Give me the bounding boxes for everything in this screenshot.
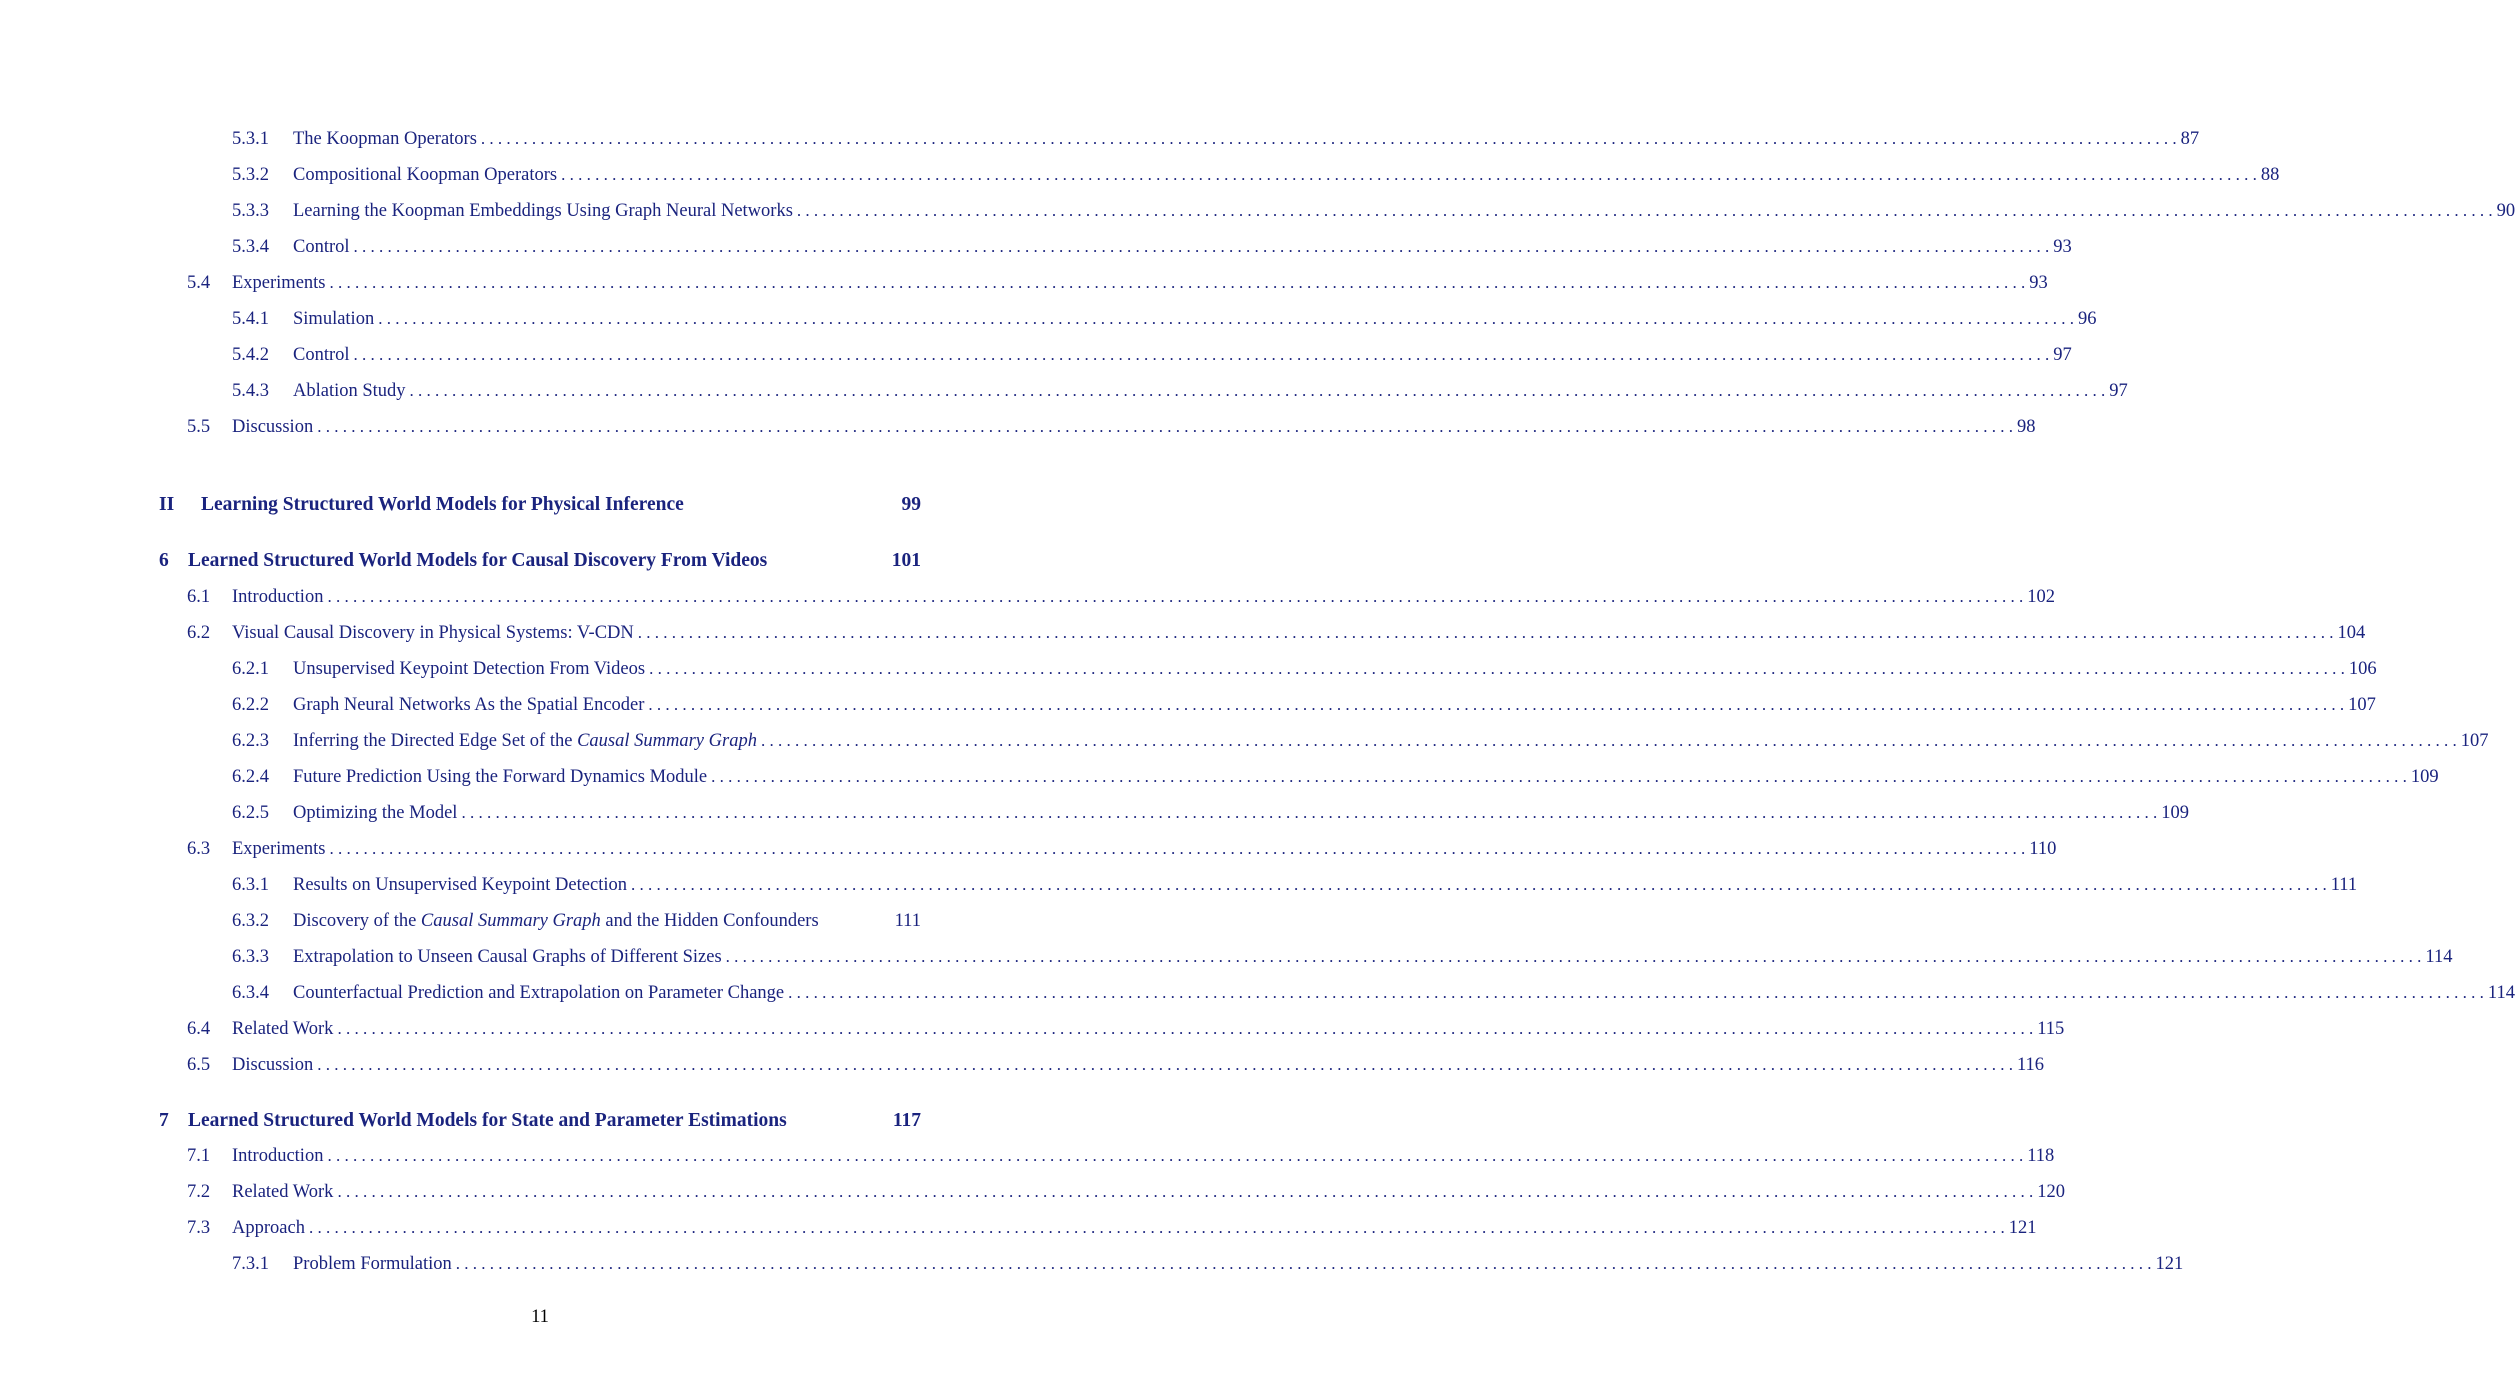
toc-entry-number: 7.3.1 bbox=[232, 1254, 269, 1274]
toc-dot-leader: . . . . . . . . . . . . . . . . . . . . . . . . . . . . . . . . . . . . . . . . . . . . . . . . . . . . . . . . . . . . . . . . . . . . . . . . . . . . . . . . . . . . . . . . . . . . . . . . . . . . . . . . . . . . . . . . . . . . . . . . . . . . . . . . . . . . . . . . . . . . . . . . . . . . . . . . . . . . . . . . . . . . . . . . . . . . . . . . . . . . . . . . . . . . . . . . . . . . . . . . bbox=[637, 623, 2334, 642]
toc-entry-page[interactable]: 121 bbox=[2155, 1254, 2184, 1274]
toc-entry-page[interactable]: 115 bbox=[2037, 1019, 2065, 1039]
toc-entry-title[interactable]: Simulation bbox=[293, 309, 375, 329]
toc-entry-page[interactable]: 120 bbox=[2037, 1182, 2065, 1202]
toc-entry-number: 5.4.2 bbox=[232, 345, 269, 365]
page-number: 11 bbox=[531, 1307, 549, 1327]
toc-entry-page[interactable]: 114 bbox=[2487, 983, 2515, 1003]
toc-dot-leader: . . . . . . . . . . . . . . . . . . . . . . . . . . . . . . . . . . . . . . . . . . . . . . . . . . . . . . . . . . . . . . . . . . . . . . . . . . . . . . . . . . . . . . . . . . . . . . . . . . . . . . . . . . . . . . . . . . . . . . . . . . . . . . . . . . . . . . . . . . . . . . . . . . . . . . . . . . . . . . . . . . . . . . . . . . . . . . . . . . . . . . . . . . . . . . . . . . . . . . . . bbox=[329, 273, 2026, 292]
toc-entry-6-2-4[interactable] bbox=[232, 767, 2439, 788]
toc-dot-leader: . . . . . . . . . . . . . . . . . . . . . . . . . . . . . . . . . . . . . . . . . . . . . . . . . . . . . . . . . . . . . . . . . . . . . . . . . . . . . . . . . . . . . . . . . . . . . . . . . . . . . . . . . . . . . . . . . . . . . . . . . . . . . . . . . . . . . . . . . . . . . . . . . . . . . . . . . . . . . . . . . . . . . . . . . . . . . . . . . . . . . . . . . . . . . . . . . . . . . . . . bbox=[649, 659, 2345, 678]
toc-entry-page[interactable]: 111 bbox=[894, 911, 921, 931]
toc-entry-II[interactable] bbox=[159, 494, 921, 516]
toc-entry-title[interactable]: Discussion bbox=[232, 1055, 314, 1075]
toc-entry-page[interactable]: 109 bbox=[2161, 803, 2189, 823]
toc-dot-leader: . . . . . . . . . . . . . . . . . . . . . . . . . . . . . . . . . . . . . . . . . . . . . . . . . . . . . . . . . . . . . . . . . . . . . . . . . . . . . . . . . . . . . . . . . . . . . . . . . . . . . . . . . . . . . . . . . . . . . . . . . . . . . . . . . . . . . . . . . . . . . . . . . . . . . . . . . . . . . . . . . . . . . . . . . . . . . . . . . . . . . . . . . . . . . . . . . . . . . . . . bbox=[725, 947, 2422, 966]
toc-entry-title[interactable]: Ablation Study bbox=[293, 381, 406, 401]
toc-entry-page[interactable]: 97 bbox=[2053, 345, 2072, 365]
toc-entry-number: 6.3.3 bbox=[232, 947, 269, 967]
toc-entry-title[interactable]: Optimizing the Model bbox=[293, 803, 458, 823]
toc-entry-6-2-1[interactable] bbox=[232, 659, 2377, 680]
toc-entry-title[interactable]: Experiments bbox=[232, 273, 326, 293]
toc-entry-number: 6.2.4 bbox=[232, 767, 269, 787]
toc-entry-number: 5.5 bbox=[187, 417, 211, 437]
toc-entry-title[interactable]: Related Work bbox=[232, 1182, 334, 1202]
toc-entry-page[interactable]: 88 bbox=[2260, 165, 2280, 185]
toc-entry-page[interactable]: 96 bbox=[2077, 309, 2097, 329]
toc-entry-title[interactable] bbox=[293, 731, 757, 752]
toc-entry-6-3-3[interactable] bbox=[232, 947, 2453, 968]
toc-dot-leader: . . . . . . . . . . . . . . . . . . . . . . . . . . . . . . . . . . . . . . . . . . . . . . . . . . . . . . . . . . . . . . . . . . . . . . . . . . . . . . . . . . . . . . . . . . . . . . . . . . . . . . . . . . . . . . . . . . . . . . . . . . . . . . . . . . . . . . . . . . . . . . . . . . . . . . . . . . . . . . . . . . . . . . . . . . . . . . . . . . . . . . . . . . . . . . . . . . . . . . . . bbox=[480, 129, 2177, 148]
toc-entry-6[interactable] bbox=[159, 550, 921, 572]
toc-dot-leader: . . . . . . . . . . . . . . . . . . . . . . . . . . . . . . . . . . . . . . . . . . . . . . . . . . . . . . . . . . . . . . . . . . . . . . . . . . . . . . . . . . . . . . . . . . . . . . . . . . . . . . . . . . . . . . . . . . . . . . . . . . . . . . . . . . . . . . . . . . . . . . . . . . . . . . . . . . . . . . . . . . . . . . . . . . . . . . . . . . . . . . . . . . . . . . . . . . . . . . . . bbox=[327, 587, 2024, 606]
toc-entry-title[interactable]: Discussion bbox=[232, 417, 314, 437]
toc-dot-leader: . . . . . . . . . . . . . . . . . . . . . . . . . . . . . . . . . . . . . . . . . . . . . . . . . . . . . . . . . . . . . . . . . . . . . . . . . . . . . . . . . . . . . . . . . . . . . . . . . . . . . . . . . . . . . . . . . . . . . . . . . . . . . . . . . . . . . . . . . . . . . . . . . . . . . . . . . . . . . . . . . . . . . . . . . . . . . . . . . . . . . . . . . . . . . . . . . . . . . . . . bbox=[648, 695, 2345, 714]
toc-dot-leader: . . . . . . . . . . . . . . . . . . . . . . . . . . . . . . . . . . . . . . . . . . . . . . . . . . . . . . . . . . . . . . . . . . . . . . . . . . . . . . . . . . . . . . . . . . . . . . . . . . . . . . . . . . . . . . . . . . . . . . . . . . . . . . . . . . . . . . . . . . . . . . . . . . . . . . . . . . . . . . . . . . . . . . . . . . . . . . . . . . . . . . . . . . . . . . . . . . . . . . . . bbox=[353, 345, 2050, 364]
toc-entry-title-part: and the Hidden Confounders bbox=[600, 911, 819, 931]
toc-dot-leader: . . . . . . . . . . . . . . . . . . . . . . . . . . . . . . . . . . . . . . . . . . . . . . . . . . . . . . . . . . . . . . . . . . . . . . . . . . . . . . . . . . . . . . . . . . . . . . . . . . . . . . . . . . . . . . . . . . . . . . . . . . . . . . . . . . . . . . . . . . . . . . . . . . . . . . . . . . . . . . . . . . . . . . . . . . . . . . . . . . . . . . . . . . . . . . . . . . . . . . . . bbox=[561, 165, 2257, 184]
toc-dot-leader: . . . . . . . . . . . . . . . . . . . . . . . . . . . . . . . . . . . . . . . . . . . . . . . . . . . . . . . . . . . . . . . . . . . . . . . . . . . . . . . . . . . . . . . . . . . . . . . . . . . . . . . . . . . . . . . . . . . . . . . . . . . . . . . . . . . . . . . . . . . . . . . . . . . . . . . . . . . . . . . . . . . . . . . . . . . . . . . . . . . . . . . . . . . . . . . . . . . . . . . . bbox=[353, 237, 2050, 256]
toc-entry-6-3-2[interactable] bbox=[232, 911, 921, 932]
toc-entry-number: 6.2.5 bbox=[232, 803, 269, 823]
toc-entry-title[interactable]: Control bbox=[293, 345, 350, 365]
toc-entry-number: 6.2 bbox=[187, 623, 211, 643]
toc-entry-6-3[interactable] bbox=[187, 839, 2057, 860]
toc-dot-leader: . . . . . . . . . . . . . . . . . . . . . . . . . . . . . . . . . . . . . . . . . . . . . . . . . . . . . . . . . . . . . . . . . . . . . . . . . . . . . . . . . . . . . . . . . . . . . . . . . . . . . . . . . . . . . . . . . . . . . . . . . . . . . . . . . . . . . . . . . . . . . . . . . . . . . . . . . . . . . . . . . . . . . . . . . . . . . . . . . . . . . . . . . . . . . . . . . . . . . . . . bbox=[337, 1182, 2034, 1201]
toc-entry-page[interactable]: 114 bbox=[2425, 947, 2453, 967]
toc-entry-number: 6.2.1 bbox=[232, 659, 269, 679]
toc-entry-6-2-5[interactable] bbox=[232, 803, 2189, 824]
toc-entry-6-5[interactable] bbox=[187, 1055, 2045, 1076]
toc-entry-title[interactable]: The Koopman Operators bbox=[293, 129, 477, 149]
toc-entry-title[interactable]: Learning Structured World Models for Physical Inference bbox=[201, 494, 684, 515]
toc-entry-6-2[interactable] bbox=[187, 623, 2366, 644]
toc-dot-leader: . . . . . . . . . . . . . . . . . . . . . . . . . . . . . . . . . . . . . . . . . . . . . . . . . . . . . . . . . . . . . . . . . . . . . . . . . . . . . . . . . . . . . . . . . . . . . . . . . . . . . . . . . . . . . . . . . . . . . . . . . . . . . . . . . . . . . . . . . . . . . . . . . . . . . . . . . . . . . . . . . . . . . . . . . . . . . . . . . . . . . . . . . . . . . . . . . . . . . . . . bbox=[796, 201, 2493, 220]
toc-entry-page[interactable]: 101 bbox=[891, 550, 921, 571]
toc-entry-7-2[interactable] bbox=[187, 1182, 2065, 1203]
toc-entry-number: 5.4.3 bbox=[232, 381, 269, 401]
toc-entry-page[interactable]: 104 bbox=[2337, 623, 2366, 643]
toc-entry-page[interactable]: 107 bbox=[2348, 695, 2376, 715]
toc-entry-page[interactable]: 93 bbox=[2029, 273, 2048, 293]
toc-dot-leader: . . . . . . . . . . . . . . . . . . . . . . . . . . . . . . . . . . . . . . . . . . . . . . . . . . . . . . . . . . . . . . . . . . . . . . . . . . . . . . . . . . . . . . . . . . . . . . . . . . . . . . . . . . . . . . . . . . . . . . . . . . . . . . . . . . . . . . . . . . . . . . . . . . . . . . . . . . . . . . . . . . . . . . . . . . . . . . . . . . . . . . . . . . . . . . . . . . . . . . . . bbox=[378, 309, 2074, 328]
toc-entry-page[interactable]: 121 bbox=[2008, 1218, 2037, 1238]
toc-entry-number: 6.2.2 bbox=[232, 695, 269, 715]
toc-entry-number: 6.1 bbox=[187, 587, 211, 607]
toc-entry-title[interactable]: Graph Neural Networks As the Spatial Encoder bbox=[293, 695, 645, 715]
toc-entry-title-emphasis: Causal Summary Graph bbox=[577, 731, 757, 751]
toc-entry-title-emphasis: Causal Summary Graph bbox=[420, 911, 601, 931]
toc-entry-5-4-2[interactable] bbox=[232, 345, 2072, 366]
toc-entry-title[interactable]: Learned Structured World Models for Causal Discovery From Videos bbox=[188, 550, 768, 571]
toc-entry-number: 6.3.4 bbox=[232, 983, 269, 1003]
toc-entry-number: 5.3.2 bbox=[232, 165, 269, 185]
toc-entry-title[interactable]: Future Prediction Using the Forward Dynamics Module bbox=[293, 767, 708, 787]
toc-entry-title[interactable]: Introduction bbox=[232, 587, 324, 607]
toc-entry-title[interactable]: Experiments bbox=[232, 839, 326, 859]
toc-dot-leader: . . . . . . . . . . . . . . . . . . . . . . . . . . . . . . . . . . . . . . . . . . . . . . . . . . . . . . . . . . . . . . . . . . . . . . . . . . . . . . . . . . . . . . . . . . . . . . . . . . . . . . . . . . . . . . . . . . . . . . . . . . . . . . . . . . . . . . . . . . . . . . . . . . . . . . . . . . . . . . . . . . . . . . . . . . . . . . . . . . . . . . . . . . . . . . . . . . . . . . . . bbox=[630, 875, 2327, 894]
toc-entry-number: 5.3.1 bbox=[232, 129, 269, 149]
toc-entry-title-part: Discovery of the bbox=[293, 911, 421, 931]
toc-entry-number: 6 bbox=[159, 550, 169, 571]
toc-dot-leader: . . . . . . . . . . . . . . . . . . . . . . . . . . . . . . . . . . . . . . . . . . . . . . . . . . . . . . . . . . . . . . . . . . . . . . . . . . . . . . . . . . . . . . . . . . . . . . . . . . . . . . . . . . . . . . . . . . . . . . . . . . . . . . . . . . . . . . . . . . . . . . . . . . . . . . . . . . . . . . . . . . . . . . . . . . . . . . . . . . . . . . . . . . . . . . . . . . . . . . . . bbox=[788, 983, 2484, 1002]
toc-dot-leader: . . . . . . . . . . . . . . . . . . . . . . . . . . . . . . . . . . . . . . . . . . . . . . . . . . . . . . . . . . . . . . . . . . . . . . . . . . . . . . . . . . . . . . . . . . . . . . . . . . . . . . . . . . . . . . . . . . . . . . . . . . . . . . . . . . . . . . . . . . . . . . . . . . . . . . . . . . . . . . . . . . . . . . . . . . . . . . . . . . . . . . . . . . . . . . . . . . . . . . . . bbox=[409, 381, 2106, 400]
toc-dot-leader: . . . . . . . . . . . . . . . . . . . . . . . . . . . . . . . . . . . . . . . . . . . . . . . . . . . . . . . . . . . . . . . . . . . . . . . . . . . . . . . . . . . . . . . . . . . . . . . . . . . . . . . . . . . . . . . . . . . . . . . . . . . . . . . . . . . . . . . . . . . . . . . . . . . . . . . . . . . . . . . . . . . . . . . . . . . . . . . . . . . . . . . . . . . . . . . . . . . . . . . . bbox=[455, 1254, 2152, 1273]
toc-entry-title[interactable]: Extrapolation to Unseen Causal Graphs of Different Sizes bbox=[293, 947, 722, 967]
toc-entry-title-part: Inferring the Directed Edge Set of the bbox=[293, 731, 578, 751]
toc-entry-number: 5.3.4 bbox=[232, 237, 269, 257]
toc-entry-page[interactable]: 99 bbox=[901, 494, 921, 515]
toc-entry-page[interactable]: 102 bbox=[2027, 587, 2055, 607]
toc-entry-7-3-1[interactable] bbox=[232, 1254, 2184, 1275]
toc-entry-page[interactable]: 93 bbox=[2053, 237, 2072, 257]
toc-entry-page[interactable]: 111 bbox=[2330, 875, 2358, 895]
toc-entry-6-3-1[interactable] bbox=[232, 875, 2358, 896]
toc-entry-title[interactable]: Control bbox=[293, 237, 350, 257]
toc-entry-number: II bbox=[159, 494, 175, 515]
toc-entry-number: 7.3 bbox=[187, 1218, 211, 1238]
toc-dot-leader: . . . . . . . . . . . . . . . . . . . . . . . . . . . . . . . . . . . . . . . . . . . . . . . . . . . . . . . . . . . . . . . . . . . . . . . . . . . . . . . . . . . . . . . . . . . . . . . . . . . . . . . . . . . . . . . . . . . . . . . . . . . . . . . . . . . . . . . . . . . . . . . . . . . . . . . . . . . . . . . . . . . . . . . . . . . . . . . . . . . . . . . . . . . . . . . . . . . . . . . . bbox=[327, 1146, 2024, 1165]
toc-entry-page[interactable]: 87 bbox=[2180, 129, 2200, 149]
toc-entry-page[interactable]: 106 bbox=[2348, 659, 2377, 679]
toc-entry-number: 6.3 bbox=[187, 839, 211, 859]
toc-entry-page[interactable]: 97 bbox=[2109, 381, 2128, 401]
toc-entry-6-1[interactable] bbox=[187, 587, 2055, 608]
toc-entry-page[interactable]: 116 bbox=[2016, 1055, 2045, 1075]
toc-entry-5-5[interactable] bbox=[187, 417, 2036, 438]
toc-entry-number: 6.4 bbox=[187, 1019, 211, 1039]
toc-entry-7-3[interactable] bbox=[187, 1218, 2037, 1239]
toc-entry-title[interactable]: Learning the Koopman Embeddings Using Graph Neural Networks bbox=[293, 201, 793, 221]
toc-entry-number: 5.4 bbox=[187, 273, 211, 293]
toc-entry-page[interactable]: 118 bbox=[2027, 1146, 2055, 1166]
toc-entry-number: 5.3.3 bbox=[232, 201, 269, 221]
toc-entry-page[interactable]: 109 bbox=[2410, 767, 2439, 787]
toc-entry-5-4-1[interactable] bbox=[232, 309, 2097, 330]
toc-entry-title[interactable]: Approach bbox=[232, 1218, 305, 1238]
toc-entry-5-3-2[interactable] bbox=[232, 165, 2280, 186]
toc-dot-leader: . . . . . . . . . . . . . . . . . . . . . . . . . . . . . . . . . . . . . . . . . . . . . . . . . . . . . . . . . . . . . . . . . . . . . . . . . . . . . . . . . . . . . . . . . . . . . . . . . . . . . . . . . . . . . . . . . . . . . . . . . . . . . . . . . . . . . . . . . . . . . . . . . . . . . . . . . . . . . . . . . . . . . . . . . . . . . . . . . . . . . . . . . . . . . . . . . . . . . . . . bbox=[329, 839, 2026, 858]
toc-entry-6-2-2[interactable] bbox=[232, 695, 2376, 716]
toc-entry-page[interactable]: 90 bbox=[2496, 201, 2515, 221]
toc-entry-title[interactable]: Problem Formulation bbox=[293, 1254, 452, 1274]
toc-entry-title[interactable]: Unsupervised Keypoint Detection From Videos bbox=[293, 659, 646, 679]
toc-entry-5-3-3[interactable] bbox=[232, 201, 2515, 222]
toc-entry-page[interactable]: 107 bbox=[2460, 731, 2489, 751]
toc-entry-number: 6.5 bbox=[187, 1055, 211, 1075]
toc-entry-page[interactable]: 110 bbox=[2029, 839, 2057, 859]
toc-entry-title[interactable]: Related Work bbox=[232, 1019, 334, 1039]
toc-entry-title[interactable]: Counterfactual Prediction and Extrapolation on Parameter Change bbox=[293, 983, 785, 1003]
toc-entry-number: 7.2 bbox=[187, 1182, 211, 1202]
toc-entry-title[interactable] bbox=[293, 911, 819, 932]
toc-entry-title[interactable]: Results on Unsupervised Keypoint Detection bbox=[293, 875, 627, 895]
toc-entry-number: 7 bbox=[159, 1110, 169, 1131]
toc-dot-leader: . . . . . . . . . . . . . . . . . . . . . . . . . . . . . . . . . . . . . . . . . . . . . . . . . . . . . . . . . . . . . . . . . . . . . . . . . . . . . . . . . . . . . . . . . . . . . . . . . . . . . . . . . . . . . . . . . . . . . . . . . . . . . . . . . . . . . . . . . . . . . . . . . . . . . . . . . . . . . . . . . . . . . . . . . . . . . . . . . . . . . . . . . . . . . . . . . . . . . . . . bbox=[711, 767, 2407, 786]
toc-entry-number: 6.3.1 bbox=[232, 875, 269, 895]
toc-entry-title[interactable]: Visual Causal Discovery in Physical Systems: V-CDN bbox=[232, 623, 634, 643]
toc-dot-leader: . . . . . . . . . . . . . . . . . . . . . . . . . . . . . . . . . . . . . . . . . . . . . . . . . . . . . . . . . . . . . . . . . . . . . . . . . . . . . . . . . . . . . . . . . . . . . . . . . . . . . . . . . . . . . . . . . . . . . . . . . . . . . . . . . . . . . . . . . . . . . . . . . . . . . . . . . . . . . . . . . . . . . . . . . . . . . . . . . . . . . . . . . . . . . . . . . . . . . . . . bbox=[317, 1055, 2013, 1074]
toc-entry-5-3-1[interactable] bbox=[232, 129, 2200, 150]
toc-entry-page[interactable]: 117 bbox=[892, 1110, 921, 1131]
toc-entry-5-4[interactable] bbox=[187, 273, 2048, 294]
toc-entry-title[interactable]: Learned Structured World Models for State and Parameter Estimations bbox=[188, 1110, 787, 1131]
toc-entry-number: 5.4.1 bbox=[232, 309, 269, 329]
toc-entry-6-4[interactable] bbox=[187, 1019, 2065, 1040]
toc-entry-title[interactable]: Introduction bbox=[232, 1146, 324, 1166]
toc-entry-6-3-4[interactable] bbox=[232, 983, 2515, 1004]
toc-dot-leader: . . . . . . . . . . . . . . . . . . . . . . . . . . . . . . . . . . . . . . . . . . . . . . . . . . . . . . . . . . . . . . . . . . . . . . . . . . . . . . . . . . . . . . . . . . . . . . . . . . . . . . . . . . . . . . . . . . . . . . . . . . . . . . . . . . . . . . . . . . . . . . . . . . . . . . . . . . . . . . . . . . . . . . . . . . . . . . . . . . . . . . . . . . . . . . . . . . . . . . . . bbox=[317, 417, 2013, 436]
toc-entry-number: 7.1 bbox=[187, 1146, 211, 1166]
toc-entry-5-4-3[interactable] bbox=[232, 381, 2128, 402]
toc-entry-5-3-4[interactable] bbox=[232, 237, 2072, 258]
toc-entry-7-1[interactable] bbox=[187, 1146, 2055, 1167]
toc-entry-6-2-3[interactable] bbox=[232, 731, 2489, 752]
toc-dot-leader: . . . . . . . . . . . . . . . . . . . . . . . . . . . . . . . . . . . . . . . . . . . . . . . . . . . . . . . . . . . . . . . . . . . . . . . . . . . . . . . . . . . . . . . . . . . . . . . . . . . . . . . . . . . . . . . . . . . . . . . . . . . . . . . . . . . . . . . . . . . . . . . . . . . . . . . . . . . . . . . . . . . . . . . . . . . . . . . . . . . . . . . . . . . . . . . . . . . . . . . . bbox=[461, 803, 2158, 822]
toc-dot-leader: . . . . . . . . . . . . . . . . . . . . . . . . . . . . . . . . . . . . . . . . . . . . . . . . . . . . . . . . . . . . . . . . . . . . . . . . . . . . . . . . . . . . . . . . . . . . . . . . . . . . . . . . . . . . . . . . . . . . . . . . . . . . . . . . . . . . . . . . . . . . . . . . . . . . . . . . . . . . . . . . . . . . . . . . . . . . . . . . . . . . . . . . . . . . . . . . . . . . . . . . bbox=[337, 1019, 2034, 1038]
toc-entry-number: 6.3.2 bbox=[232, 911, 269, 931]
toc-entry-title[interactable]: Compositional Koopman Operators bbox=[293, 165, 558, 185]
toc-entry-7[interactable] bbox=[159, 1110, 921, 1132]
toc-dot-leader: . . . . . . . . . . . . . . . . . . . . . . . . . . . . . . . . . . . . . . . . . . . . . . . . . . . . . . . . . . . . . . . . . . . . . . . . . . . . . . . . . . . . . . . . . . . . . . . . . . . . . . . . . . . . . . . . . . . . . . . . . . . . . . . . . . . . . . . . . . . . . . . . . . . . . . . . . . . . . . . . . . . . . . . . . . . . . . . . . . . . . . . . . . . . . . . . . . . . . . . . bbox=[760, 731, 2457, 750]
toc-entry-number: 6.2.3 bbox=[232, 731, 269, 751]
toc-entry-page[interactable]: 98 bbox=[2016, 417, 2036, 437]
toc-dot-leader: . . . . . . . . . . . . . . . . . . . . . . . . . . . . . . . . . . . . . . . . . . . . . . . . . . . . . . . . . . . . . . . . . . . . . . . . . . . . . . . . . . . . . . . . . . . . . . . . . . . . . . . . . . . . . . . . . . . . . . . . . . . . . . . . . . . . . . . . . . . . . . . . . . . . . . . . . . . . . . . . . . . . . . . . . . . . . . . . . . . . . . . . . . . . . . . . . . . . . . . . bbox=[308, 1218, 2005, 1237]
